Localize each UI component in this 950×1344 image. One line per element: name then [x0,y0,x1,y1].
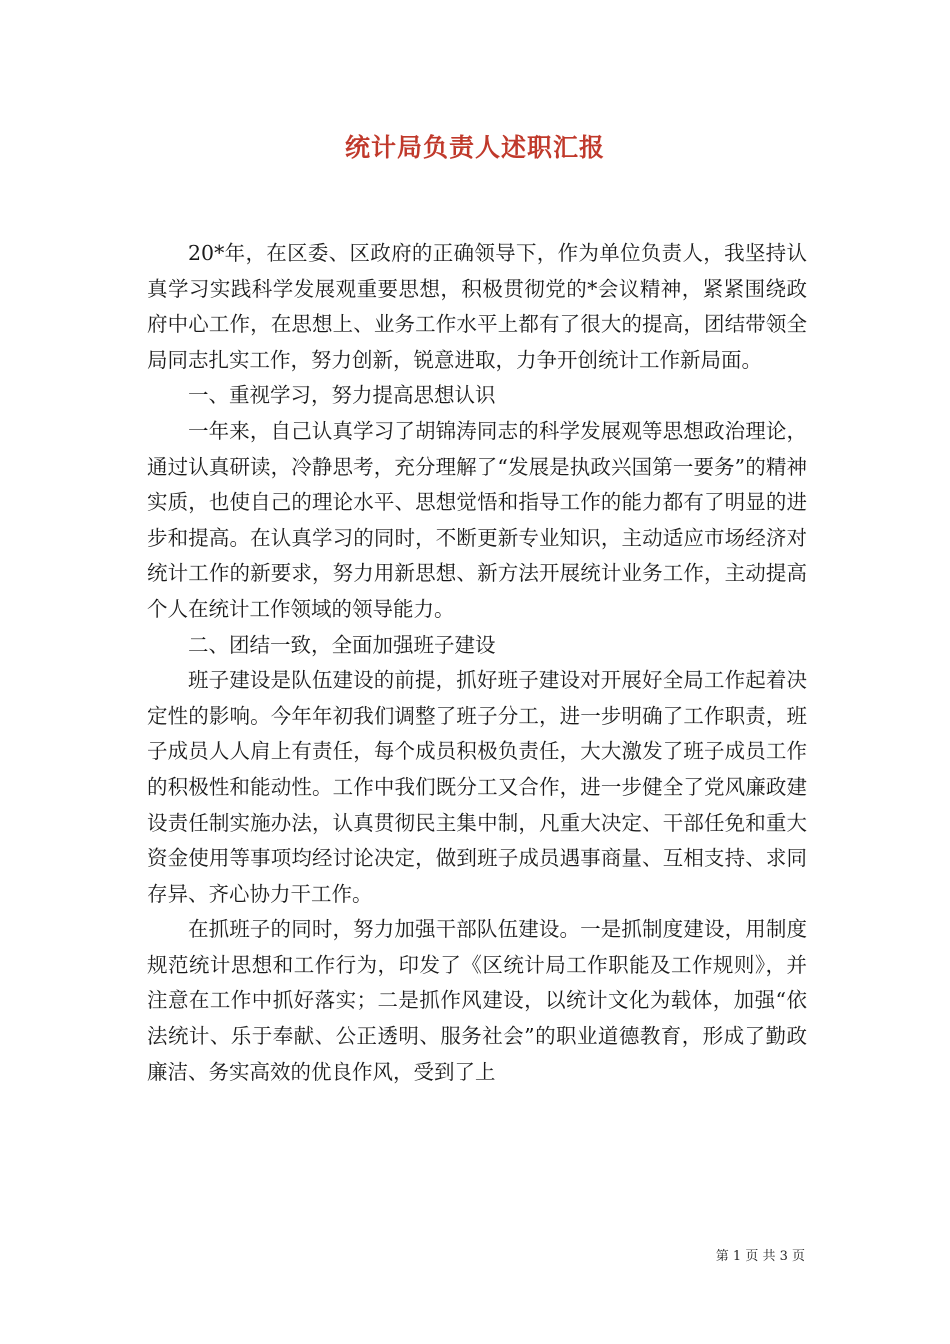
document-title: 统计局负责人述职汇报 [344,133,605,162]
section-heading-2: 二、团结一致，全面加强班子建设 [188,632,496,657]
paragraph-study: 一年来，自己认真学习了胡锦涛同志的科学发展观等思想政治理论，通过认真研读，冷静思考，充分理解了“发展是执政兴国第一要务”的精神实质，也使自己的理论水平、思想觉悟和指导工作的能力都有了明显的进步和提高。在认真学习的同时，不断更新专业知识，主动适应市场经济对统计工作的新要求，努力用新思想、新方法开展统计业务工作，主动提高个人在统计工作领域的领导能力。 [147,418,807,621]
page-number-footer: 第 1 页 共 3 页 [715,1249,805,1264]
paragraph-intro: 20*年，在区委、区政府的正确领导下，作为单位负责人，我坚持认真学习实践科学发展观重要思想，积极贯彻党的*会议精神，紧紧围绕政府中心工作，在思想上、业务工作水平上都有了很大的提高，团结带领全局同志扎实工作，努力创新，锐意进取，力争开创统计工作新局面。 [147,241,807,372]
document-body [147,236,807,1090]
section-heading-1: 一、重视学习，努力提高思想认识 [188,383,496,408]
paragraph-cadre-building: 在抓班子的同时，努力加强干部队伍建设。一是抓制度建设，用制度规范统计思想和工作行为，印发了《区统计局工作职能及工作规则》，并注意在工作中抓好落实；二是抓作风建设，以统计文化为载体，加强“依法统计、乐于奉献、公正透明、服务社会”的职业道德教育，形成了勤政廉洁、务实高效的优良作风，受到了上 [147,917,807,1084]
paragraph-team-building: 班子建设是队伍建设的前提，抓好班子建设对开展好全局工作起着决定性的影响。今年年初我们调整了班子分工，进一步明确了工作职责，班子成员人人肩上有责任，每个成员积极负责任，大大激发了班子成员工作的积极性和能动性。工作中我们既分工又合作，进一步健全了党风廉政建设责任制实施办法，认真贯彻民主集中制，凡重大决定、干部任免和重大资金使用等事项均经讨论决定，做到班子成员遇事商量、互相支持、求同存异、齐心协力干工作。 [147,668,807,906]
